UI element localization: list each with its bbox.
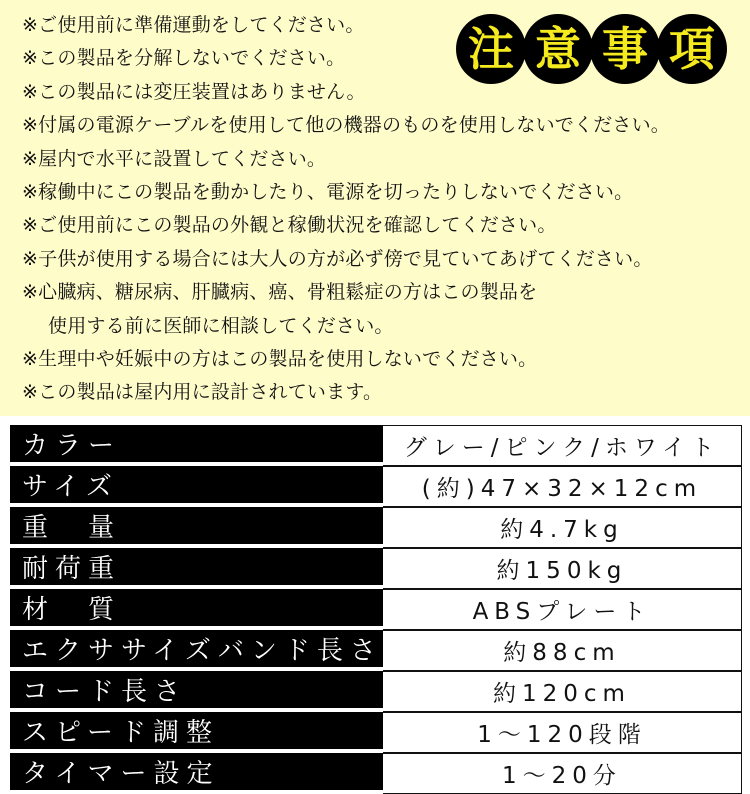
- caution-item-continuation: [22, 310, 670, 343]
- title-badge: 項: [657, 14, 727, 84]
- spec-value: グレー/ピンク/ホワイト: [383, 425, 742, 466]
- spec-label: カラー: [10, 425, 383, 466]
- caution-title: [456, 14, 724, 84]
- caution-item: ※ご使用前にこの製品の外観と稼働状況を確認してください。: [22, 214, 557, 237]
- spec-value: 1～20分: [383, 753, 742, 794]
- caution-item: ※この製品を分解しないでください。: [22, 47, 346, 70]
- caution-item: ※付属の電源ケーブルを使用して他の機器のものを使用しないでください。: [22, 114, 671, 137]
- caution-item-continuation-text: 使用する前に医師に相談してください。: [48, 314, 394, 337]
- spec-row: [10, 425, 742, 466]
- spec-row: [10, 507, 742, 548]
- spec-label: エクササイズバンド長さ: [10, 630, 383, 671]
- spec-value: (約)47×32×12cm: [383, 466, 742, 507]
- spec-row: [10, 712, 742, 753]
- title-badge: 事: [590, 14, 660, 84]
- spec-row: [10, 671, 742, 712]
- spec-value: 1～120段階: [383, 712, 742, 753]
- spec-label: スピード調整: [10, 712, 383, 753]
- caution-item: ※この製品には変圧装置はありません。: [22, 80, 366, 103]
- spec-row: [10, 466, 742, 507]
- spec-table: [10, 425, 742, 794]
- spec-value: 約150kg: [383, 548, 742, 589]
- spec-row: [10, 589, 742, 630]
- spec-value: ABSプレート: [383, 589, 742, 630]
- title-badge: 意: [523, 14, 593, 84]
- spec-row: [10, 548, 742, 589]
- caution-item: ※屋内で水平に設置してください。: [22, 147, 327, 170]
- spec-value: 約4.7kg: [383, 507, 742, 548]
- caution-item: ※ご使用前に準備運動をしてください。: [22, 14, 365, 36]
- spec-label: サイズ: [10, 466, 383, 507]
- spec-label: 重 量: [10, 507, 383, 548]
- spec-row: [10, 753, 742, 794]
- spec-value: 約120cm: [383, 671, 742, 712]
- caution-item: ※稼働中にこの製品を動かしたり、電源を切ったりしないでください。: [22, 181, 634, 204]
- spec-label: コード長さ: [10, 671, 383, 712]
- spec-label: 材 質: [10, 589, 383, 630]
- caution-item: ※生理中や妊娠中の方はこの製品を使用しないでください。: [22, 348, 538, 371]
- spec-row: [10, 630, 742, 671]
- spec-label: 耐荷重: [10, 548, 383, 589]
- caution-item: ※この製品は屋内用に設計されています。: [22, 381, 383, 404]
- spec-value: 約88cm: [383, 630, 742, 671]
- spec-label: タイマー設定: [10, 753, 383, 794]
- caution-item: ※子供が使用する場合には大人の方が必ず傍で見ていてあげてください。: [22, 247, 653, 270]
- caution-item: ※心臓病、糖尿病、肝臓病、癌、骨粗鬆症の方はこの製品を: [22, 281, 538, 304]
- title-badge: 注: [456, 14, 526, 84]
